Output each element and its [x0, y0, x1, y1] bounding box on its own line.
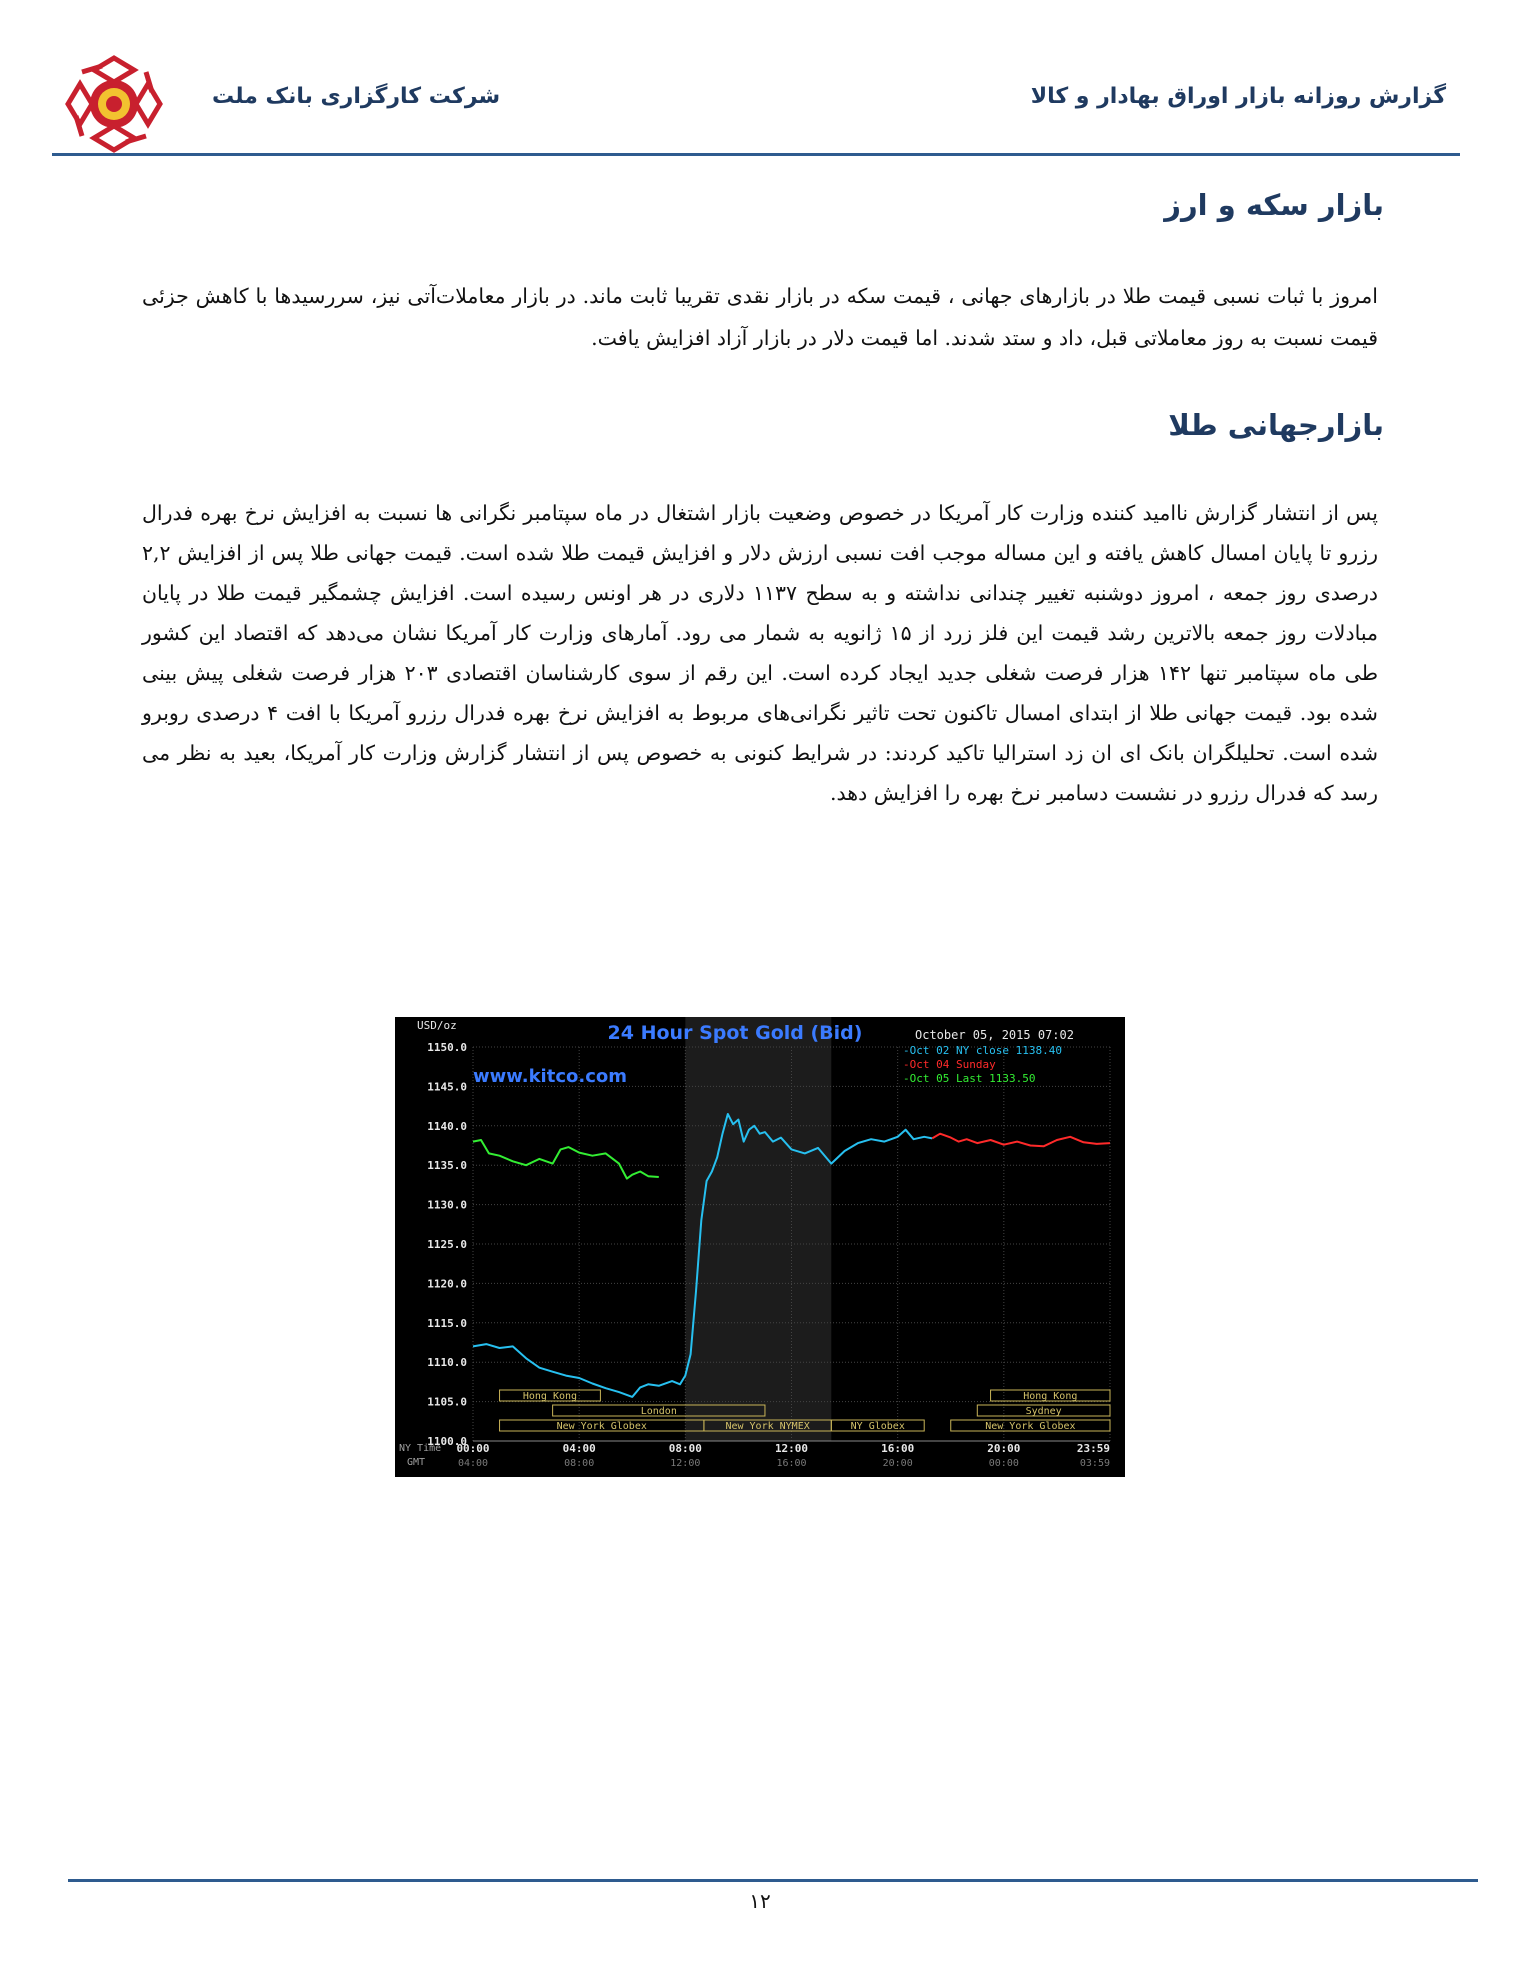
section-heading-global-gold: بازارجهانی طلا	[1168, 408, 1384, 442]
x-tick-label-gmt: 16:00	[776, 1458, 807, 1469]
y-tick-label: 1145.0	[427, 1080, 467, 1094]
x-tick-label-ny: 16:00	[881, 1442, 915, 1455]
y-tick-label: 1150.0	[427, 1041, 467, 1054]
gold-price-chart	[395, 1017, 1125, 1477]
x-tick-label-gmt: 12:00	[670, 1458, 701, 1469]
y-tick-label: 1140.0	[427, 1119, 467, 1133]
x-tick-label-gmt: 00:00	[988, 1458, 1019, 1469]
legend-entry: -Oct 02 NY close 1138.40	[903, 1044, 1062, 1057]
x-row-label-ny: NY Time	[399, 1443, 442, 1454]
session-label: London	[640, 1406, 677, 1417]
session-label: Hong Kong	[1023, 1391, 1078, 1402]
y-tick-label: 1100.0	[427, 1435, 467, 1448]
session-label: Hong Kong	[522, 1391, 578, 1402]
x-tick-label-ny: 23:59	[1076, 1442, 1110, 1455]
x-tick-label-ny: 12:00	[774, 1442, 809, 1455]
y-tick-label: 1120.0	[427, 1277, 467, 1291]
x-tick-label-gmt: 20:00	[882, 1458, 913, 1469]
session-label: New York Globex	[985, 1421, 1076, 1432]
y-tick-label: 1105.0	[427, 1395, 467, 1409]
x-tick-label-gmt: 03:59	[1079, 1458, 1110, 1469]
y-tick-label: 1115.0	[427, 1316, 467, 1330]
y-tick-label: 1130.0	[427, 1198, 467, 1212]
x-tick-label-ny: 04:00	[562, 1442, 596, 1455]
legend-entry: -Oct 04 Sunday	[903, 1058, 996, 1071]
gold-chart-svg	[395, 1017, 1125, 1477]
y-tick-label: 1125.0	[427, 1238, 467, 1251]
session-label: NY Globex	[850, 1421, 905, 1432]
y-axis-label: USD/oz	[417, 1019, 457, 1032]
global-gold-paragraph: پس از انتشار گزارش ناامید کننده وزارت کار آمریکا در خصوص وضعیت بازار اشتغال در ماه سپتامبر نگرانی ها نسبت به افزایش نرخ بهره فدرال رزرو تا پایان امسال کاهش یافته و این مساله موجب افت نسبی ارزش دلار و افزایش قیمت طلا شده است. قیمت جهانی طلا پس از افزایش ۲,۲ درصدی روز جمعه ، امروز دوشنبه تغییر چندانی نداشته و به سطح ۱۱۳۷ دلاری در هر اونس رسیده است. افزایش چشمگیر قیمت طلا در پایان مبادلات روز جمعه بالاترین رشد قیمت این فلز زرد از ۱۵ ژانویه به شمار می رود. آمارهای وزارت کار آمریکا نشان می‌دهد که اقتصاد این کشور طی ماه سپتامبر تنها ۱۴۲ هزار فرصت شغلی جدید ایجاد کرده است. این رقم از سوی کارشناسان اقتصادی ۲۰۳ هزار فرصت شغلی پیش بینی شده بود. قیمت جهانی طلا از ابتدای امسال تاکنون تحت تاثیر نگرانی‌های مربوط به افزایش نرخ بهره فدرال رزرو آمریکا با افت ۴ درصدی روبرو شده است. تحلیلگران بانک ای ان زد استرالیا تاکید کردند: در شرایط کنونی به خصوص پس از انتشار گزارش وزارت کار آمریکا، بعید به نظر می رسد که فدرال رزرو در نشست دسامبر نرخ بهره را افزایش دهد.	[142, 501, 1379, 805]
header-divider	[52, 153, 1460, 156]
chart-title: 24 Hour Spot Gold (Bid)	[607, 1022, 863, 1044]
page-number: ۱۲	[749, 1889, 771, 1913]
y-tick-label: 1110.0	[427, 1356, 467, 1370]
chart-date-label: October 05, 2015 07:02	[915, 1028, 1074, 1042]
x-tick-label-ny: 00:00	[456, 1442, 490, 1455]
x-tick-label-ny: 08:00	[668, 1442, 702, 1455]
ny-session-shading	[685, 1017, 831, 1441]
bank-mellat-logo-icon	[62, 52, 166, 156]
coin-currency-paragraph: امروز با ثبات نسبی قیمت طلا در بازارهای جهانی ، قیمت سکه در بازار نقدی تقریبا ثابت ماند. در بازار معاملات‌آتی نیز، سررسیدها با کاهش جزئی قیمت نسبت به روز معاملاتی قبل، داد و ستد شدند. اما قیمت دلار در بازار آزاد افزایش یافت.	[142, 284, 1378, 350]
x-tick-label-gmt: 04:00	[457, 1458, 489, 1469]
session-label: Sydney	[1025, 1406, 1062, 1417]
x-tick-label-gmt: 08:00	[564, 1458, 595, 1469]
y-tick-label: 1135.0	[427, 1159, 467, 1173]
x-row-label-gmt: GMT	[407, 1457, 426, 1468]
section-heading-coin-currency: بازار سکه و ارز	[1164, 188, 1384, 222]
company-name: شرکت کارگزاری بانک ملت	[212, 84, 501, 109]
session-label: New York Globex	[556, 1421, 647, 1432]
report-title: گزارش روزانه بازار اوراق بهادار و کالا	[1030, 84, 1446, 109]
legend-entry: -Oct 05 Last 1133.50	[903, 1072, 1036, 1085]
chart-watermark: www.kitco.com	[473, 1066, 627, 1087]
x-tick-label-ny: 20:00	[987, 1442, 1021, 1455]
footer-divider	[68, 1879, 1478, 1882]
session-label: New York NYMEX	[725, 1421, 810, 1432]
company-logo	[62, 52, 166, 156]
